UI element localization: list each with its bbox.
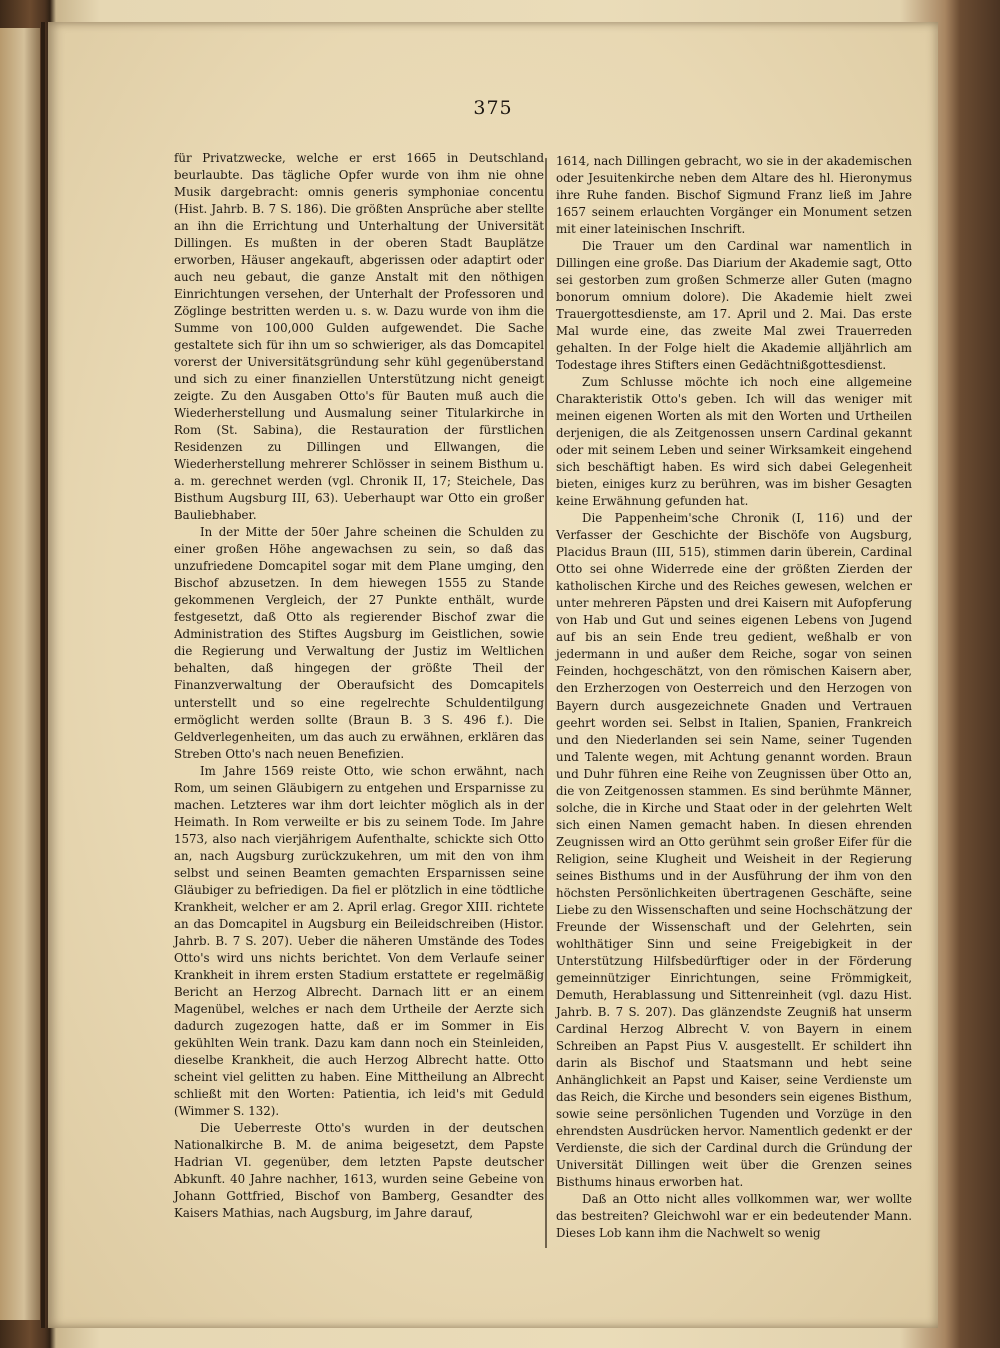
paragraph: Zum Schlusse möchte ich noch eine allgemeine Charakteristik Otto's geben. Ich will das weniger mit meinen eigenen Worten als mit den Worten und Urtheilen derjenigen, die als Zeitgenossen unsern Cardinal gekannt oder mit seinem Leben und seiner Wirksamkeit eingehend sich beschäftigt haben. Es wird sich dabei Gelegenheit bieten, einiges kurz zu berühren, was im bisher Gesagten keine Erwähnung gefunden hat. — [556, 375, 912, 509]
paragraph: In der Mitte der 50er Jahre scheinen die Schulden zu einer großen Höhe angewachsen zu sein, so daß das unzufriedene Domcapitel sogar mit dem Plane umging, den Bischof abzusetzen. In dem hiewegen 1555 zu Stande gekommenen Vergleich, der 27 Punkte enthält, wurde festgesetzt, daß Otto als regierender Bischof zwar die Administration des Stiftes Augsburg im Geistlichen, sowie die Regierung und Verwaltung der Justiz im Weltlichen behalten, daß hingegen der größte Theil der Finanzverwaltung der Oberaufsicht des Domcapitels unterstellt und so eine regelrechte Schuldentilgung ermöglicht werden sollte (Braun B. 3 S. 496 f.). Die Geldverlegenheiten, um das auch zu erwähnen, erklären das Streben Otto's nach neuen Benefizien. — [174, 525, 544, 761]
paragraph: 1614, nach Dillingen gebracht, wo sie in der akademischen oder Jesuitenkirche neben dem Altare des hl. Hieronymus ihre Ruhe fanden. Bischof Sigmund Franz ließ im Jahre 1657 seinem erlauchten Vorgänger ein Monument setzen mit einer lateinischen Inschrift. — [556, 154, 912, 237]
book-page — [48, 22, 938, 1328]
paragraph: Die Pappenheim'sche Chronik (I, 116) und der Verfasser der Geschichte der Bischöfe von Augsburg, Placidus Braun (III, 515), stimmen darin überein, Cardinal Otto sei ohne Widerrede eine der größten Zierden der katholischen Kirche und des Reiches gewesen, welchen er unter mehreren Päpsten und drei Kaisern mit Aufopferung von Hab und Gut und seines eigenen Lebens von Jugend auf bis an sein Ende treu gedient, weßhalb er von jedermann in und außer dem Reiche, sogar von seinen Feinden, hochgeschätzt, von den römischen Kaisern aber, den Erzherzogen von Oesterreich und den Herzogen von Bayern durch ausgezeichnete Gnaden und Vertrauen geehrt worden sei. Selbst in Italien, Spanien, Frankreich und den Niederlanden sei sein Name, seiner Tugenden und Talente wegen, mit Achtung genannt worden. Braun und Duhr führen eine Reihe von Zeugnissen über Otto an, die von Zeitgenossen stammen. Es sind berühmte Männer, solche, die in Kirche und Staat oder in der gelehrten Welt sich einen Namen gemacht haben. In diesen ehrenden Zeugnissen wird an Otto gerühmt sein großer Eifer für die Religion, seine Klugheit und Weisheit in der Regierung seines Bisthums und in der Ausführung der ihm von den höchsten Persönlichkeiten übertragenen Geschäfte, seine Liebe zu den Wissenschaften und seine Hochschätzung der Freunde der Wissenschaft und der Gelehrten, sein wohlthätiger Sinn und seine Freigebigkeit in der Unterstützung Hilfsbedürftiger oder in der Förderung gemeinnütziger Einrichtungen, seine Frömmigkeit, Demuth, Herablassung und Sittenreinheit (vgl. dazu Hist. Jahrb. B. 7 S. 207). Das glänzendste Zeugniß hat unserm Cardinal Herzog Albrecht V. von Bayern in einem Schreiben an Papst Pius V. ausgestellt. Er schildert ihn darin als Bischof und Staatsmann und hebt seine Anhänglichkeit an Papst und Kaiser, seine Verdienste um das Reich, die Kirche und besonders sein eigenes Bisthum, sowie seine persönlichen Tugenden und Vorzüge in den ehrendsten Ausdrücken hervor. Namentlich gedenkt er der Verdienste, die sich der Cardinal durch die Gründung der Universität Dillingen weit über die Grenzen seines Bisthums hinaus erworben hat. — [556, 511, 912, 1189]
book-spine — [41, 22, 45, 1328]
left-page-edge — [0, 28, 40, 1320]
paragraph: Die Ueberreste Otto's wurden in der deutschen Nationalkirche B. M. de anima beigesetzt, dem Papste Hadrian VI. gegenüber, dem letzten Papste deutscher Abkunft. 40 Jahre nachher, 1613, wurden seine Gebeine von Johann Gottfried, Bischof von Bamberg, Gesandter des Kaisers Mathias, nach Augsburg, im Jahre darauf, — [174, 1120, 544, 1220]
paragraph: Die Trauer um den Cardinal war namentlich in Dillingen eine große. Das Diarium der Akademie sagt, Otto sei gestorben zum großen Schmerze aller Guten (magno bonorum omnium dolore). Die Akademie hielt zwei Trauergottesdienste, am 17. April und 2. Mai. Das erste Mal wurde eine, das zweite Mal zwei Trauerreden gehalten. In der Folge hielt die Akademie alljährlich am Todestage ihres Stifters einen Gedächtnißgottesdienst. — [556, 239, 912, 373]
page-number: 375 — [473, 97, 513, 119]
right-column — [556, 153, 912, 1242]
paragraph: für Privatzwecke, welche er erst 1665 in Deutschland beurlaubte. Das tägliche Opfer wurde von ihm nie ohne Musik dargebracht: omnis generis symphoniae concentu (Hist. Jahrb. B. 7 S. 186). Die größten Ansprüche aber stellte an ihn die Errichtung und Unterhaltung der Universität Dillingen. Es mußten in der oberen Stadt Bauplätze erworben, Häuser angekauft, abgerissen oder adaptirt oder auch neu gebaut, die ganze Anstalt mit den nöthigen Einrichtungen versehen, der Unterhalt der Professoren und Zöglinge bestritten werden u. s. w. Dazu wurde von ihm die Summe von 100,000 Gulden aufgewendet. Die Sache gestaltete sich für ihn um so schwieriger, als das Domcapitel vorerst der Universitätsgründung sehr kühl gegenüberstand und sich zu einer finanziellen Unterstützung nicht geneigt zeigte. Zu den Ausgaben Otto's für Bauten muß auch die Wiederherstellung und Ausmalung seiner Titularkirche in Rom (St. Sabina), die Restauration der fürstlichen Residenzen zu Dillingen und Ellwangen, die Wiederherstellung mehrerer Schlösser in seinem Bisthum u. a. m. gerechnet werden (vgl. Chronik II, 17; Steichele, Das Bisthum Augsburg III, 63). Ueberhaupt war Otto ein großer Bauliebhaber. — [174, 151, 544, 523]
left-column — [174, 150, 544, 1222]
column-divider — [545, 158, 547, 1248]
paragraph: Im Jahre 1569 reiste Otto, wie schon erwähnt, nach Rom, um seinen Gläubigern zu entgehen und Ersparnisse zu machen. Letzteres war ihm dort leichter möglich als in der Heimath. In Rom verweilte er bis zu seinem Tode. Im Jahre 1573, also nach vierjährigem Aufenthalte, schickte sich Otto an, nach Augsburg zurückzukehren, um mit den von ihm selbst und seinen Beamten gemachten Ersparnissen seine Gläubiger zu befriedigen. Da fiel er plötzlich in eine tödtliche Krankheit, welcher er am 2. April erlag. Gregor XIII. richtete an das Domcapitel in Augsburg ein Beileidschreiben (Histor. Jahrb. B. 7 S. 207). Ueber die näheren Umstände des Todes Otto's wird uns nichts berichtet. Von dem Verlaufe seiner Krankheit in ihrem ersten Stadium erstattete er regelmäßig Bericht an Herzog Albrecht. Darnach litt er an einem Magenübel, welches er nach dem Urtheile der Aerzte sich dadurch zugezogen hatte, daß er im Sommer in Eis gekühlten Wein trank. Dazu kam dann noch ein Steinleiden, dieselbe Krankheit, die auch Herzog Albrecht hatte. Otto scheint viel gelitten zu haben. Eine Mittheilung an Albrecht schließt mit den Worten: Patientia, ich leid's mit Geduld (Wimmer S. 132). — [174, 763, 544, 1118]
paragraph: Daß an Otto nicht alles vollkommen war, wer wollte das bestreiten? Gleichwohl war er ein bedeutender Mann. Dieses Lob kann ihm die Nachwelt so wenig — [556, 1191, 912, 1240]
